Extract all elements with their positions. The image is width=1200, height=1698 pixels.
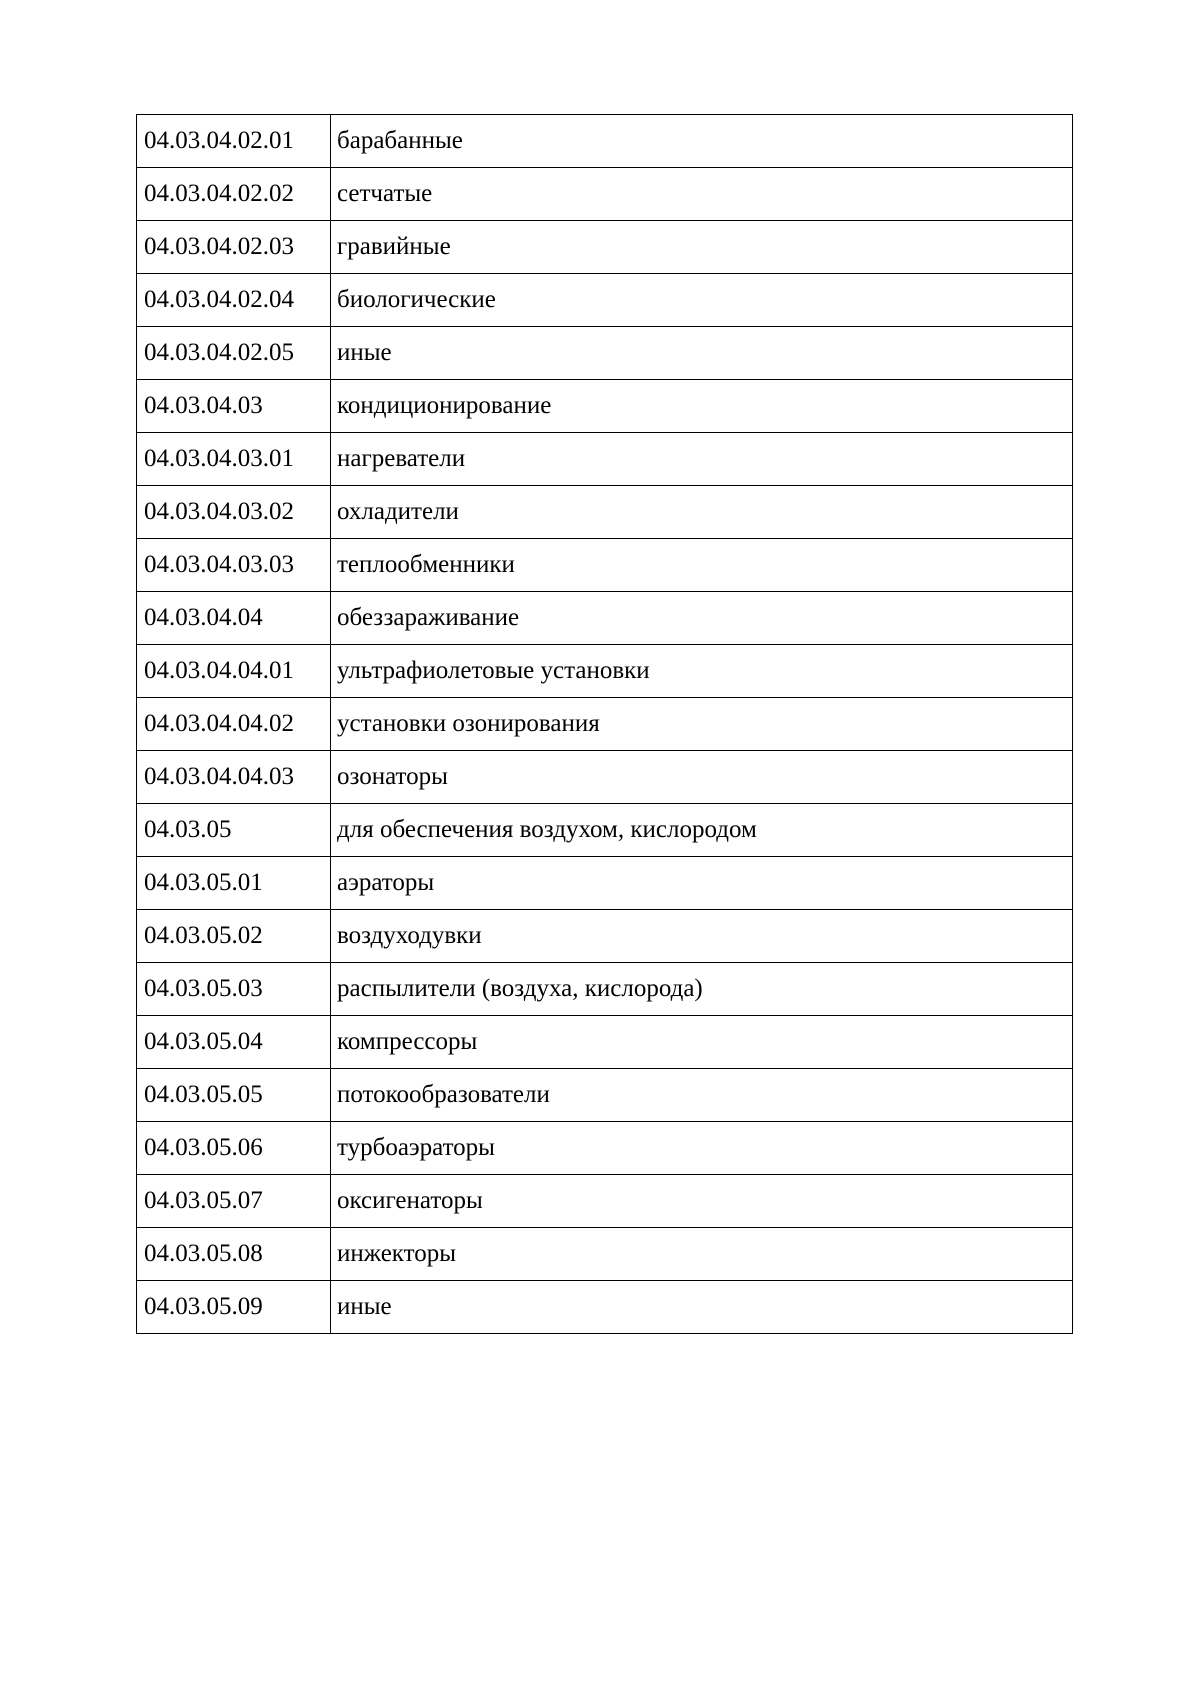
classifier-table bbox=[136, 114, 1073, 1334]
row-name: кондиционирование bbox=[331, 380, 1073, 433]
table-row bbox=[137, 804, 1073, 857]
table-row bbox=[137, 857, 1073, 910]
row-name: теплообменники bbox=[331, 539, 1073, 592]
row-code: 04.03.05.06 bbox=[137, 1122, 331, 1175]
row-code: 04.03.05.01 bbox=[137, 857, 331, 910]
row-name: охладители bbox=[331, 486, 1073, 539]
row-code: 04.03.04.02.03 bbox=[137, 221, 331, 274]
table-row bbox=[137, 1016, 1073, 1069]
table-row bbox=[137, 221, 1073, 274]
row-name: гравийные bbox=[331, 221, 1073, 274]
table-row bbox=[137, 433, 1073, 486]
table-row bbox=[137, 115, 1073, 168]
row-name: биологические bbox=[331, 274, 1073, 327]
row-code: 04.03.04.02.02 bbox=[137, 168, 331, 221]
row-code: 04.03.05.08 bbox=[137, 1228, 331, 1281]
table-row bbox=[137, 645, 1073, 698]
row-name: инжекторы bbox=[331, 1228, 1073, 1281]
row-code: 04.03.05.09 bbox=[137, 1281, 331, 1334]
row-name: турбоаэраторы bbox=[331, 1122, 1073, 1175]
row-code: 04.03.04.03.01 bbox=[137, 433, 331, 486]
row-code: 04.03.04.02.04 bbox=[137, 274, 331, 327]
table-row bbox=[137, 1175, 1073, 1228]
table-row bbox=[137, 963, 1073, 1016]
table-row bbox=[137, 910, 1073, 963]
classifier-table-body bbox=[137, 115, 1073, 1334]
row-name: сетчатые bbox=[331, 168, 1073, 221]
row-code: 04.03.05.04 bbox=[137, 1016, 331, 1069]
table-row bbox=[137, 539, 1073, 592]
row-name: компрессоры bbox=[331, 1016, 1073, 1069]
row-code: 04.03.04.02.01 bbox=[137, 115, 331, 168]
table-row bbox=[137, 380, 1073, 433]
table-row bbox=[137, 274, 1073, 327]
row-code: 04.03.05.02 bbox=[137, 910, 331, 963]
row-code: 04.03.05.07 bbox=[137, 1175, 331, 1228]
row-code: 04.03.05.03 bbox=[137, 963, 331, 1016]
row-code: 04.03.04.04 bbox=[137, 592, 331, 645]
row-code: 04.03.04.03.03 bbox=[137, 539, 331, 592]
table-row bbox=[137, 698, 1073, 751]
table-row bbox=[137, 327, 1073, 380]
row-name: иные bbox=[331, 327, 1073, 380]
row-code: 04.03.05 bbox=[137, 804, 331, 857]
row-name: барабанные bbox=[331, 115, 1073, 168]
row-code: 04.03.05.05 bbox=[137, 1069, 331, 1122]
row-name: потокообразователи bbox=[331, 1069, 1073, 1122]
row-code: 04.03.04.02.05 bbox=[137, 327, 331, 380]
row-code: 04.03.04.04.02 bbox=[137, 698, 331, 751]
table-row bbox=[137, 486, 1073, 539]
row-name: аэраторы bbox=[331, 857, 1073, 910]
row-name: озонаторы bbox=[331, 751, 1073, 804]
row-name: нагреватели bbox=[331, 433, 1073, 486]
row-name: для обеспечения воздухом, кислородом bbox=[331, 804, 1073, 857]
row-name: обеззараживание bbox=[331, 592, 1073, 645]
row-name: оксигенаторы bbox=[331, 1175, 1073, 1228]
table-row bbox=[137, 168, 1073, 221]
table-row bbox=[137, 592, 1073, 645]
table-row bbox=[137, 751, 1073, 804]
row-name: установки озонирования bbox=[331, 698, 1073, 751]
row-name: иные bbox=[331, 1281, 1073, 1334]
row-name: ультрафиолетовые установки bbox=[331, 645, 1073, 698]
table-row bbox=[137, 1122, 1073, 1175]
row-code: 04.03.04.03 bbox=[137, 380, 331, 433]
row-code: 04.03.04.04.03 bbox=[137, 751, 331, 804]
row-name: распылители (воздуха, кислорода) bbox=[331, 963, 1073, 1016]
row-name: воздуходувки bbox=[331, 910, 1073, 963]
table-row bbox=[137, 1069, 1073, 1122]
row-code: 04.03.04.04.01 bbox=[137, 645, 331, 698]
row-code: 04.03.04.03.02 bbox=[137, 486, 331, 539]
table-row bbox=[137, 1281, 1073, 1334]
table-row bbox=[137, 1228, 1073, 1281]
